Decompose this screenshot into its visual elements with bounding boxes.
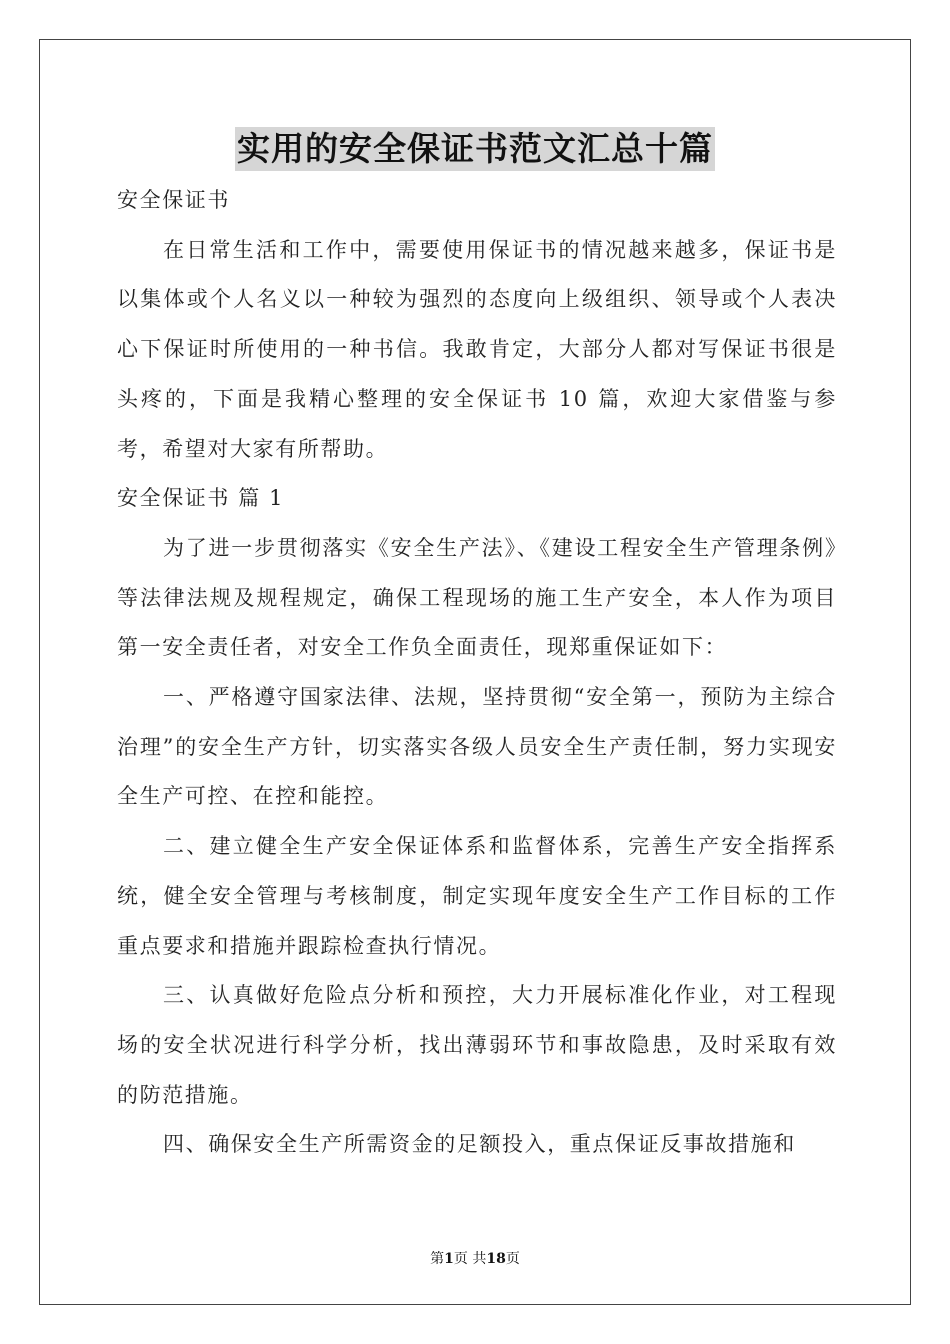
footer-total-pages: 18 [486, 1251, 506, 1267]
document-title: 实用的安全保证书范文汇总十篇 [235, 127, 715, 171]
body-paragraph: 三、认真做好危险点分析和预控，大力开展标准化作业，对工程现场的安全状况进行科学分析，找出薄弱环节和事故隐患，及时采取有效的防范措施。 [117, 983, 837, 1107]
section-heading: 安全保证书 [117, 188, 230, 212]
body-paragraph: 一、严格遵守国家法律、法规，坚持贯彻“安全第一，预防为主综合治理”的安全生产方针，切实落实各级人员安全生产责任制，努力实现安全生产可控、在控和能控。 [117, 685, 837, 809]
footer-page-mid: 页 共 [453, 1251, 487, 1267]
footer-page-prefix: 第 [430, 1251, 445, 1267]
body-paragraph: 二、建立健全生产安全保证体系和监督体系，完善生产安全指挥系统，健全安全管理与考核制度，制定实现年度安全生产工作目标的工作重点要求和措施并跟踪检查执行情况。 [117, 834, 837, 958]
title-container [0, 127, 950, 171]
footer-page-suffix: 页 [505, 1251, 520, 1267]
body-paragraph: 为了进一步贯彻落实《安全生产法》、《建设工程安全生产管理条例》等法律法规及规程规定，确保工程现场的施工生产安全，本人作为项目第一安全责任者，对安全工作负全面责任，现郑重保证如下： [117, 535, 837, 660]
intro-paragraph: 在日常生活和工作中，需要使用保证书的情况越来越多，保证书是以集体或个人名义以一种较为强烈的态度向上级组织、领导或个人表决心下保证时所使用的一种书信。我敢肯定，大部分人都对写保证书很是头疼的，下面是我精心整理的安全保证书 10 篇，欢迎大家借鉴与参考，希望对大家有所帮助。 [117, 237, 837, 461]
document-body [117, 176, 837, 1170]
page-footer [0, 1248, 950, 1268]
footer-page-number: 1 [444, 1251, 454, 1267]
body-paragraph: 四、确保安全生产所需资金的足额投入，重点保证反事故措施和 [163, 1132, 796, 1157]
section-heading: 安全保证书 篇 1 [117, 486, 285, 511]
